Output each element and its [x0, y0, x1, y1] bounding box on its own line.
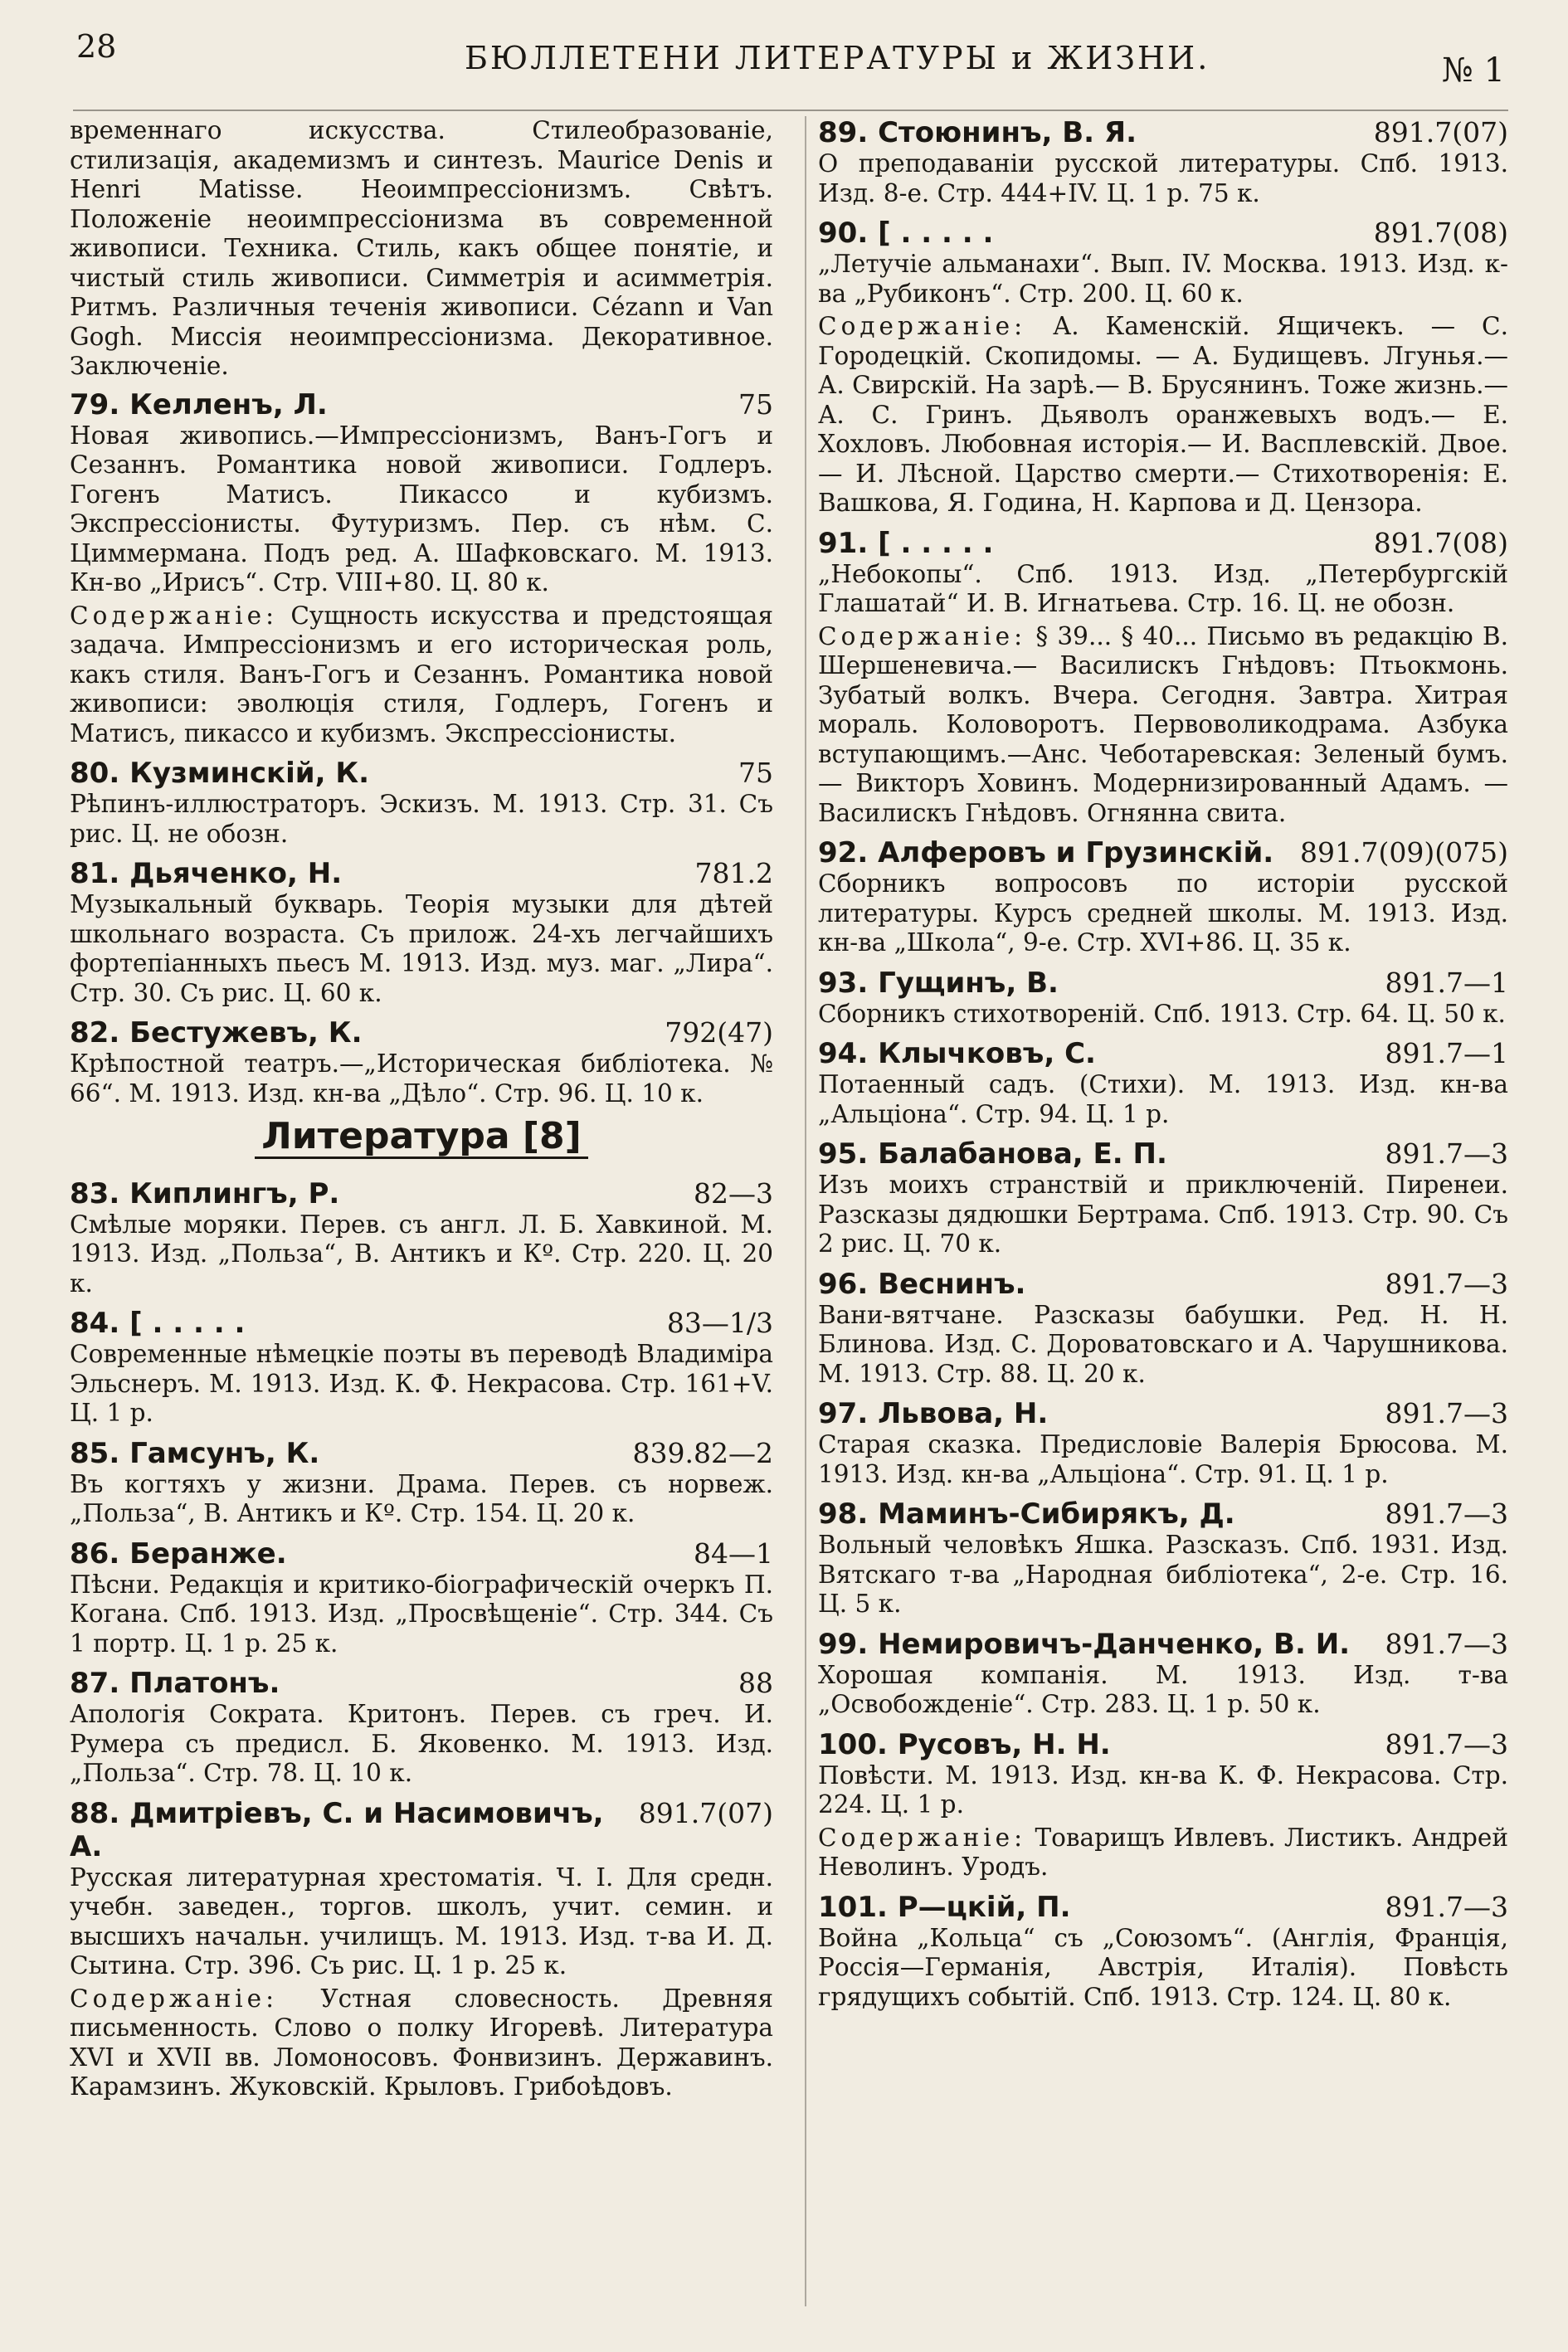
entry-heading: [818, 1397, 1508, 1430]
contents-label: Содержаніе:: [70, 1984, 279, 2013]
entry-contents: [818, 1824, 1508, 1882]
entry-description: Вани-вятчане. Разсказы бабушки. Ред. Н. Н. Блинова. Изд. С. Дороватовскаго и А. Чарушникова. М. 1913. Стр. 88. Ц. 20 к.: [818, 1300, 1508, 1388]
entry-classification: 891.7—1: [1385, 966, 1508, 999]
section-heading: [70, 1115, 773, 1159]
contents-label: Содержаніе:: [818, 621, 1027, 650]
entry-author: 94. Клычковъ, С.: [818, 1037, 1096, 1070]
right-entries: [818, 116, 1508, 2012]
contents-label: Содержаніе:: [818, 312, 1027, 340]
entry-author: 79. Келленъ, Л.: [70, 387, 328, 421]
entry-classification: 891.7—1: [1385, 1037, 1508, 1069]
catalog-entry: [70, 857, 773, 1008]
entry-description: Повѣсти. М. 1913. Изд. кн-ва К. Ф. Некрасова. Стр. 224. Ц. 1 р.: [818, 1760, 1508, 1819]
entry-author: 87. Платонъ.: [70, 1667, 280, 1700]
entry-description: Старая сказка. Предисловіе Валерія Брюсова. М. 1913. Изд. кн-ва „Альціона“. Стр. 91. Ц. 1 р.: [818, 1430, 1508, 1488]
entry-heading: [70, 1307, 773, 1340]
contents-text: § 39... § 40... Письмо въ редакцію В. Шершеневича.— Василискъ Гнѣдовъ: Птьокмонь. Зубатый волкъ. Вчера. Сегодня. Завтра. Хитрая мораль. Коловоротъ. Первоволикодрама. Азбука вступающимъ.—Анс. Чеботаревская: Зеленый бумъ.— Викторъ Ховинъ. Модернизированный Адамъ. — Василискъ Гнѣдовъ. Огнянна свита.: [818, 621, 1508, 827]
continued-text: временнаго искусства. Стилеобразованіе, стилизація, академизмъ и синтезъ. Maurice Denis и Henri Matisse. Неоимпрессіонизмъ. Свѣтъ. Положеніе неоимпрессіонизма въ современной живописи. Техника. Стиль, какъ общее понятіе, и чистый стиль живописи. Симметрія и асимметрія. Ритмъ. Различныя теченія живописи. Cézann и Van Gogh. Миссія неоимпрессіонизма. Декоративное. Заключеніе.: [70, 116, 773, 380]
entry-classification: 891.7(07): [1373, 116, 1508, 149]
entry-description: „Летучіе альманахи“. Вып. IV. Москва. 1913. Изд. к-ва „Рубиконъ“. Стр. 200. Ц. 60 к.: [818, 250, 1508, 308]
entry-heading: [70, 757, 773, 790]
catalog-entry: [818, 1397, 1508, 1489]
entry-heading: [70, 1537, 773, 1570]
entry-classification: 891.7(09)(075): [1300, 836, 1508, 869]
entry-author: 85. Гамсунъ, К.: [70, 1436, 320, 1470]
entry-contents: [818, 622, 1508, 829]
entry-classification: 781.2: [694, 857, 773, 889]
entry-description: Пѣсни. Редакція и критико-біографическій очеркъ П. Когана. Спб. 1913. Изд. „Просвѣщеніе“. Стр. 344. Съ 1 портр. Ц. 1 р. 25 к.: [70, 1570, 773, 1658]
left-column: [70, 116, 773, 2111]
entry-classification: 82—3: [694, 1176, 773, 1210]
entry-classification: 792(47): [665, 1016, 773, 1049]
entry-classification: 88: [738, 1667, 773, 1699]
entry-classification: 891.7—3: [1385, 1890, 1508, 1923]
entry-heading: [818, 1497, 1508, 1531]
entry-author: 84. [ . . . . .: [70, 1307, 246, 1340]
entry-author: 95. Балабанова, Е. П.: [818, 1137, 1167, 1171]
catalog-entry: [70, 1797, 773, 2102]
entry-classification: 891.7(07): [638, 1796, 773, 1829]
entry-heading: [818, 1728, 1508, 1761]
entry-description: Смѣлые моряки. Перев. съ англ. Л. Б. Хавкиной. М. 1913. Изд. „Польза“, В. Антикъ и Кº. Стр. 220. Ц. 20 к.: [70, 1210, 773, 1298]
catalog-entry: [70, 388, 773, 749]
entry-description: О преподаваніи русской литературы. Спб. 1913. Изд. 8-е. Стр. 444+IV. Ц. 1 р. 75 к.: [818, 149, 1508, 207]
entry-heading: [818, 1891, 1508, 1924]
entry-contents: [70, 1984, 773, 2102]
entry-author: 90. [ . . . . .: [818, 217, 994, 250]
entry-description: Хорошая компанія. М. 1913. Изд. т-ва „Освобожденіе“. Стр. 283. Ц. 1 р. 50 к.: [818, 1660, 1508, 1718]
entry-heading: [70, 1016, 773, 1049]
catalog-entry: [818, 1728, 1508, 1882]
catalog-entry: [818, 1037, 1508, 1129]
catalog-entry: [70, 1667, 773, 1789]
contents-label: Содержаніе:: [818, 1823, 1027, 1852]
catalog-entry: [70, 1537, 773, 1659]
entry-description: Музыкальный букварь. Теорія музыки для дѣтей школьнаго возраста. Съ прилож. 24-хъ легчайшихъ фортепіанныхъ пьесъ М. 1913. Изд. муз. маг. „Лира“. Стр. 30. Съ рис. Ц. 60 к.: [70, 890, 773, 1007]
entry-classification: 891.7—3: [1385, 1727, 1508, 1760]
entry-author: 86. Беранже.: [70, 1536, 287, 1570]
entry-description: Современные нѣмецкіе поэты въ переводѣ Владиміра Эльснеръ. М. 1913. Изд. К. Ф. Некрасова. Стр. 161+V. Ц. 1 р.: [70, 1340, 773, 1427]
catalog-entry: [70, 1016, 773, 1108]
entry-classification: 891.7—3: [1385, 1627, 1508, 1660]
entry-heading: [818, 116, 1508, 149]
entry-description: Вольный человѣкъ Яшка. Разсказъ. Спб. 1931. Изд. Вятскаго т-ва „Народная библіотека“, 2-е. Стр. 16. Ц. 5 к.: [818, 1531, 1508, 1618]
entry-heading: [70, 388, 773, 421]
entry-heading: [70, 1667, 773, 1700]
catalog-entry: [818, 1268, 1508, 1390]
entry-classification: 891.7—3: [1385, 1267, 1508, 1300]
catalog-entry: [818, 1891, 1508, 2013]
catalog-entry: [818, 116, 1508, 208]
entry-author: 92. Алферовъ и Грузинскій.: [818, 836, 1274, 869]
entry-author: 100. Русовъ, Н. Н.: [818, 1727, 1111, 1761]
entry-author: 96. Веснинъ.: [818, 1267, 1026, 1301]
entry-description: Изъ моихъ странствій и приключеній. Пиренеи. Разсказы дядюшки Бертрама. Спб. 1913. Стр. 90. Съ 2 рис. Ц. 70 к.: [818, 1171, 1508, 1258]
entry-description: Потаенный садъ. (Стихи). М. 1913. Изд. кн-ва „Альціона“. Стр. 94. Ц. 1 р.: [818, 1070, 1508, 1128]
entry-classification: 891.7(08): [1373, 526, 1508, 559]
catalog-entry: [818, 836, 1508, 958]
entry-author: 101. Р—цкій, П.: [818, 1890, 1071, 1924]
entry-author: 93. Гущинъ, В.: [818, 966, 1059, 1000]
entry-author: 88. Дмитріевъ, С. и Насимовичъ, А.: [70, 1796, 604, 1863]
entry-heading: [818, 967, 1508, 1000]
catalog-entry: [70, 1177, 773, 1299]
entry-classification: 891.7—3: [1385, 1497, 1508, 1530]
entry-classification: 839.82—2: [632, 1436, 773, 1469]
left-entries: [70, 388, 773, 1109]
right-column: [818, 116, 1508, 2020]
left-entries-literature: [70, 1177, 773, 2102]
entry-author: 81. Дьяченко, Н.: [70, 857, 343, 890]
entry-author: 80. Кузминскій, К.: [70, 757, 370, 790]
entry-classification: 891.7—3: [1385, 1137, 1508, 1170]
catalog-entry: [818, 967, 1508, 1030]
catalog-entry: [818, 1628, 1508, 1720]
header-rule: [73, 110, 1508, 111]
catalog-entry: [818, 217, 1508, 519]
entry-description: Война „Кольца“ съ „Союзомъ“. (Англія, Франція, Россія—Германія, Австрія, Италія). Повѣсть грядущихъ событій. Спб. 1913. Стр. 124. Ц. 80 к.: [818, 1923, 1508, 2011]
entry-author: 83. Киплингъ, Р.: [70, 1176, 340, 1210]
contents-label: Содержаніе:: [70, 601, 279, 630]
entry-description: Сборникъ стихотвореній. Спб. 1913. Стр. 64. Ц. 50 к.: [818, 999, 1506, 1028]
issue-number: № 1: [1442, 51, 1506, 90]
entry-description: Русская литературная хрестоматія. Ч. I. Для средн. учебн. заведен., торгов. школъ, учит. семин. и высшихъ начальн. училищъ. М. 1913. Изд. т-ва И. Д. Сытина. Стр. 396. Съ рис. Ц. 1 р. 25 к.: [70, 1863, 773, 1979]
entry-description: Новая живопись.—Импрессіонизмъ, Ванъ-Гогъ и Сезаннъ. Романтика новой живописи. Годлеръ. Гогенъ Матисъ. Пикассо и кубизмъ. Экспрессіонисты. Футуризмъ. Пер. съ нѣм. С. Циммермана. Подъ ред. А. Шафковскаго. М. 1913. Кн-во „Ирисъ“. Стр. VIII+80. Ц. 80 к.: [70, 421, 773, 597]
catalog-entry: [70, 1307, 773, 1429]
entry-heading: [70, 1797, 773, 1863]
column-divider: [805, 116, 806, 2306]
entry-author: 82. Бестужевъ, К.: [70, 1016, 363, 1049]
contents-text: Устная словесность. Древняя письменность. Слово о полку Игоревѣ. Литература XVI и XVII вв. Ломоносовъ. Фонвизинъ. Державинъ. Карамзинъ. Жуковскій. Крыловъ. Грибоѣдовъ.: [70, 1984, 773, 2101]
entry-contents: [70, 601, 773, 749]
contents-text: Товарищъ Ивлевъ. Листикъ. Андрей Неволинъ. Уродъ.: [818, 1823, 1508, 1881]
entry-description: „Небокопы“. Спб. 1913. Изд. „Петербургскій Глашатай“ И. В. Игнатьева. Стр. 16. Ц. не обозн.: [818, 559, 1508, 617]
entry-description: Сборникъ вопросовъ по исторіи русской литературы. Курсъ средней школы. М. 1913. Изд. кн-ва „Школа“, 9-е. Стр. XVI+86. Ц. 35 к.: [818, 869, 1508, 957]
entry-author: 89. Стоюнинъ, В. Я.: [818, 116, 1137, 149]
entry-heading: [818, 836, 1508, 869]
catalog-entry: [818, 1137, 1508, 1259]
entry-author: 91. [ . . . . .: [818, 526, 994, 560]
entry-heading: [70, 1177, 773, 1210]
entry-contents: [818, 312, 1508, 519]
entry-heading: [818, 1037, 1508, 1070]
entry-description: Въ когтяхъ у жизни. Драма. Перев. съ норвеж. „Польза“, В. Антикъ и Кº. Стр. 154. Ц. 20 к.: [70, 1469, 773, 1527]
entry-classification: 75: [738, 387, 773, 421]
entry-classification: 75: [738, 757, 773, 789]
entry-heading: [70, 857, 773, 890]
entry-author: 99. Немировичъ-Данченко, В. И.: [818, 1627, 1351, 1661]
entry-classification: 891.7—3: [1385, 1397, 1508, 1429]
catalog-entry: [70, 757, 773, 849]
entry-classification: 84—1: [694, 1536, 773, 1570]
catalog-entry: [818, 527, 1508, 829]
entry-description: Апологія Сократа. Критонъ. Перев. съ греч. И. Румера съ предисл. Б. Яковенко. М. 1913. Изд. „Польза“. Стр. 78. Ц. 10 к.: [70, 1700, 773, 1787]
entry-heading: [818, 1137, 1508, 1171]
page-number: 28: [76, 28, 117, 65]
entry-author: 97. Львова, Н.: [818, 1397, 1049, 1430]
entry-classification: 891.7(08): [1373, 217, 1508, 249]
catalog-entry: [70, 1437, 773, 1529]
entry-description: Крѣпостной театръ.—„Историческая библіотека. № 66“. М. 1913. Изд. кн-ва „Дѣло“. Стр. 96. Ц. 10 к.: [70, 1049, 773, 1108]
entry-author: 98. Маминъ-Сибирякъ, Д.: [818, 1497, 1235, 1531]
catalog-entry: [818, 1497, 1508, 1619]
entry-heading: [70, 1437, 773, 1470]
entry-heading: [818, 217, 1508, 250]
entry-heading: [818, 527, 1508, 560]
contents-text: Сущность искусства и предстоящая задача. Импрессіонизмъ и его историческая роль, какъ стиля. Ванъ-Гогъ и Сезаннъ. Романтика новой живописи: эволюція стиля, Годлеръ, Гогенъ и Матисъ, пикассо и кубизмъ. Экспрессіонисты.: [70, 601, 773, 747]
contents-text: А. Каменскій. Ящичекъ. — С. Городецкій. Скопидомы. — А. Будищевъ. Лгунья.— А. Свирскій. На зарѣ.— В. Брусянинъ. Тоже жизнь.— А. С. Гринъ. Дьяволъ оранжевыхъ водъ.— Е. Хохловъ. Любовная исторія.— И. Васплевскій. Двое.— И. Лѣсной. Царство смерти.— Стихотворенія: Е. Вашкова, Я. Година, Н. Карпова и Д. Цензора.: [818, 312, 1508, 517]
running-title: БЮЛЛЕТЕНИ ЛИТЕРАТУРЫ и ЖИЗНИ.: [465, 40, 1210, 76]
entry-classification: 83—1/3: [666, 1307, 773, 1339]
section-title: Литература [8]: [255, 1122, 587, 1159]
entry-heading: [818, 1268, 1508, 1301]
entry-description: Рѣпинъ-иллюстраторъ. Эскизъ. М. 1913. Стр. 31. Съ рис. Ц. не обозн.: [70, 790, 773, 848]
entry-heading: [818, 1628, 1508, 1661]
